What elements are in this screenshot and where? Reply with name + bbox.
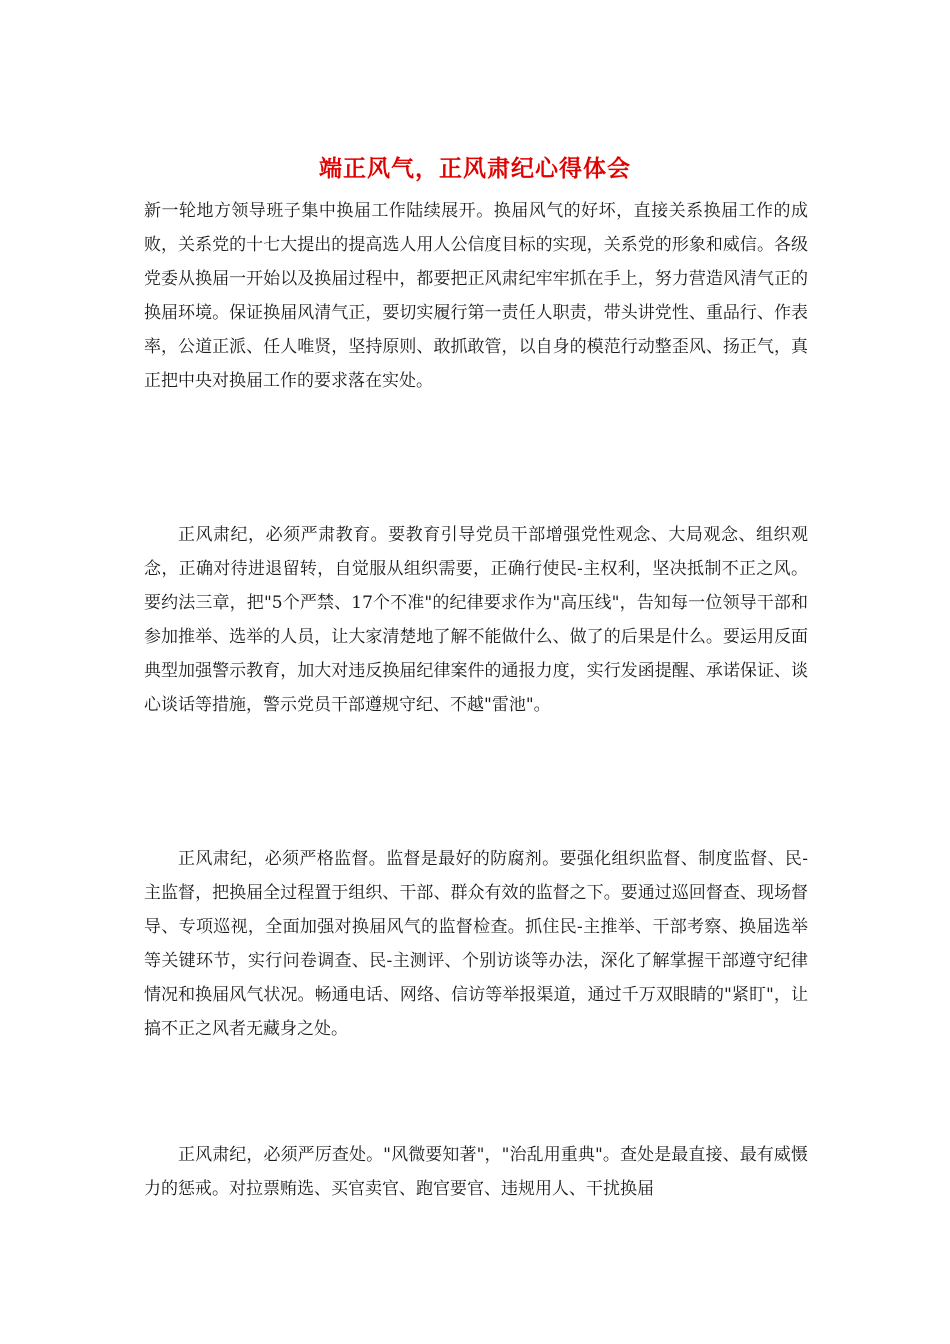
paragraph-supervision: 正风肃纪，必须严格监督。监督是最好的防腐剂。要强化组织监督、制度监督、民-主监督，把换届全过程置于组织、干部、群众有效的监督之下。要通过巡回督查、现场督导、专项巡视，全面加强对换届风气的监督检查。抓住民-主推举、干部考察、换届选举等关键环节，实行问卷调查、民-主测评、个别访谈等办法，深化了解掌握干部遵守纪律情况和换届风气状况。畅通电话、网络、信访等举报渠道，通过千万双眼睛的"紧盯"，让搞不正之风者无藏身之处。 [144,849,808,1039]
paragraph-intro: 新一轮地方领导班子集中换届工作陆续展开。换届风气的好坏，直接关系换届工作的成败，关系党的十七大提出的提高选人用人公信度目标的实现，关系党的形象和威信。各级党委从换届一开始以及换届过程中，都要把正风肃纪牢牢抓在手上，努力营造风清气正的换届环境。保证换届风清气正，要切实履行第一责任人职责，带头讲党性、重品行、作表率，公道正派、任人唯贤，坚持原则、敢抓敢管，以自身的模范行动整歪风、扬正气，真正把中央对换届工作的要求落在实处。 [144,201,808,391]
paragraph-punishment: 正风肃纪，必须严厉查处。"风微要知著"，"治乱用重典"。查处是最直接、最有威慑力的惩戒。对拉票贿选、买官卖官、跑官要官、违规用人、干扰换届 [144,1145,808,1199]
document-title: 端正风气，正风肃纪心得体会 [319,155,631,182]
paragraph-education: 正风肃纪，必须严肃教育。要教育引导党员干部增强党性观念、大局观念、组织观念，正确对待进退留转，自觉服从组织需要，正确行使民-主权利，坚决抵制不正之风。要约法三章，把"5个严禁、17个不准"的纪律要求作为"高压线"，告知每一位领导干部和参加推举、选举的人员，让大家清楚地了解不能做什么、做了的后果是什么。要运用反面典型加强警示教育，加大对违反换届纪律案件的通报力度，实行发函提醒、承诺保证、谈心谈话等措施，警示党员干部遵规守纪、不越"雷池"。 [144,525,808,715]
